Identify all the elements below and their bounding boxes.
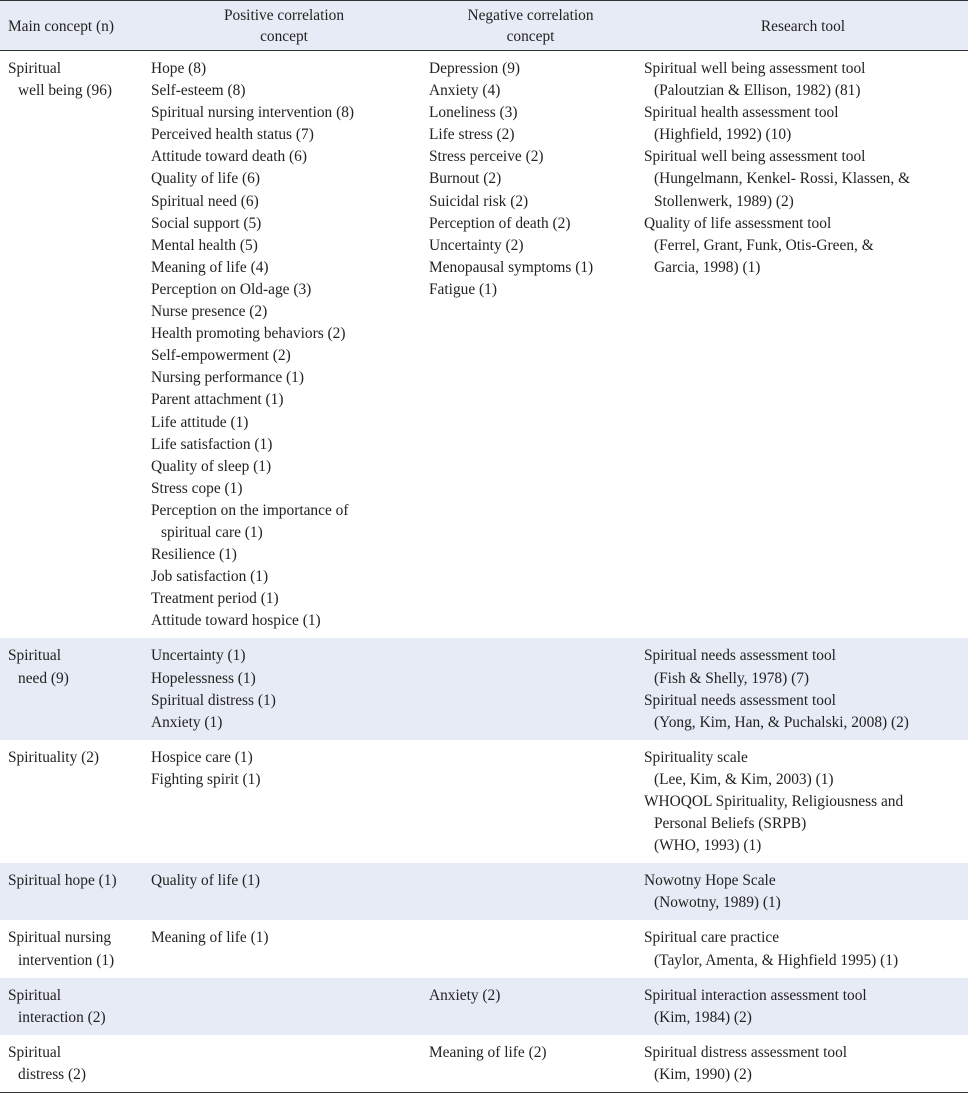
cell-line: Spiritual needs assessment tool — [644, 647, 836, 665]
cell-line: Stress cope (1) — [151, 479, 243, 497]
main-concept-cell — [0, 638, 145, 739]
cell-line: Health promoting behaviors (2) — [151, 325, 346, 343]
cell-line: Spiritual health assessment tool — [644, 104, 839, 122]
cell-line: Perceived health status (7) — [151, 126, 314, 144]
cell-line: Spiritual distress assessment tool — [644, 1043, 848, 1061]
main-concept-cell — [0, 740, 145, 863]
cell-line: Spirituality scale — [644, 748, 748, 766]
cell-line: Quality of sleep (1) — [151, 457, 272, 475]
cell-line: Perception of death (2) — [429, 214, 571, 232]
cell-line: Uncertainty (2) — [429, 236, 524, 254]
cell-line: Fatigue (1) — [429, 280, 497, 298]
negative-concept-cell — [423, 740, 638, 863]
cell-line: intervention (1) — [18, 951, 115, 969]
cell-line: Spiritual — [8, 1043, 62, 1061]
cell-line: Uncertainty (1) — [151, 647, 246, 665]
cell-line: (Taylor, Amenta, & Highfield 1995) (1) — [654, 951, 899, 969]
research-tool-cell — [638, 638, 968, 739]
cell-line: Mental health (5) — [151, 236, 258, 254]
table-row — [0, 638, 968, 739]
cell-line: Social support (5) — [151, 214, 262, 232]
cell-line: (Highfield, 1992) (10) — [654, 126, 792, 144]
cell-line: (Kim, 1990) (2) — [654, 1065, 752, 1083]
cell-line: Burnout (2) — [429, 170, 502, 188]
table-row — [0, 978, 968, 1035]
cell-line: Spiritual well being assessment tool — [644, 60, 866, 77]
cell-line: Spiritual well being assessment tool — [644, 148, 866, 166]
positive-concept-cell — [145, 920, 423, 977]
cell-line: Meaning of life (1) — [151, 929, 269, 947]
negative-concept-cell — [423, 51, 638, 639]
cell-line: Perception on the importance of — [151, 501, 349, 519]
table-row — [0, 51, 968, 639]
cell-line: (Lee, Kim, & Kim, 2003) (1) — [654, 770, 834, 788]
positive-concept-cell — [145, 978, 423, 1035]
cell-line: Fighting spirit (1) — [151, 770, 261, 788]
cell-line: Hope (8) — [151, 60, 207, 77]
positive-concept-cell — [145, 638, 423, 739]
cell-line: (Kim, 1984) (2) — [654, 1008, 752, 1026]
header-positive-correlation — [145, 1, 423, 51]
negative-concept-cell — [423, 863, 638, 920]
negative-concept-cell — [423, 978, 638, 1035]
cell-line: Attitude toward hospice (1) — [151, 612, 321, 630]
cell-line: Spiritual — [8, 647, 62, 665]
cell-line: Personal Beliefs (SRPB) — [654, 815, 807, 833]
cell-line: well being (96) — [18, 82, 113, 100]
table-row — [0, 863, 968, 920]
cell-line: Life attitude (1) — [151, 413, 249, 431]
cell-line: (Yong, Kim, Han, & Puchalski, 2008) (2) — [654, 713, 909, 731]
cell-line: Resilience (1) — [151, 546, 237, 564]
cell-line: (WHO, 1993) (1) — [654, 837, 762, 855]
cell-line: need (9) — [18, 669, 69, 687]
main-concept-cell — [0, 863, 145, 920]
cell-line: Loneliness (3) — [429, 104, 518, 122]
cell-line: Perception on Old-age (3) — [151, 280, 312, 298]
research-tool-cell — [638, 863, 968, 920]
cell-line: Spiritual distress (1) — [151, 691, 276, 709]
header-negative-correlation — [423, 1, 638, 51]
cell-line: Anxiety (4) — [429, 82, 501, 100]
cell-line: Quality of life (1) — [151, 872, 260, 890]
negative-concept-cell — [423, 1035, 638, 1093]
research-tool-cell — [638, 920, 968, 977]
cell-line: Life satisfaction (1) — [151, 435, 273, 453]
cell-line: Menopausal symptoms (1) — [429, 258, 594, 276]
main-concept-cell — [0, 1035, 145, 1093]
table-row — [0, 740, 968, 863]
cell-line: distress (2) — [18, 1065, 86, 1083]
cell-line: Anxiety (2) — [429, 986, 501, 1004]
cell-line: Spiritual care practice — [644, 929, 780, 947]
table-row — [0, 920, 968, 977]
cell-line: Life stress (2) — [429, 126, 515, 144]
table-row — [0, 1035, 968, 1093]
cell-line: Spiritual need (6) — [151, 192, 259, 210]
cell-line: Treatment period (1) — [151, 590, 279, 608]
header-line: concept — [506, 28, 555, 45]
cell-line: Nurse presence (2) — [151, 303, 268, 321]
cell-line: Spiritual — [8, 60, 62, 77]
cell-line: Nowotny Hope Scale — [644, 872, 776, 890]
cell-line: Depression (9) — [429, 60, 521, 77]
header-line: Negative correlation — [467, 7, 594, 24]
positive-concept-cell — [145, 863, 423, 920]
cell-line: WHOQOL Spirituality, Religiousness and — [644, 793, 904, 810]
research-tool-cell — [638, 978, 968, 1035]
header-line: Positive correlation — [223, 7, 345, 24]
positive-concept-cell — [145, 1035, 423, 1093]
cell-line: Spiritual interaction assessment tool — [644, 986, 867, 1004]
cell-line: Spiritual nursing — [8, 929, 112, 947]
cell-line: Meaning of life (4) — [151, 258, 269, 276]
positive-concept-cell — [145, 51, 423, 639]
cell-line: Spiritual hope (1) — [8, 872, 117, 890]
positive-concept-cell — [145, 740, 423, 863]
cell-line: Self-empowerment (2) — [151, 347, 291, 365]
cell-line: Anxiety (1) — [151, 713, 223, 731]
cell-line: Spiritual — [8, 986, 62, 1004]
header-research-tool: Research tool — [638, 1, 968, 51]
cell-line: (Fish & Shelly, 1978) (7) — [654, 669, 810, 687]
cell-line: (Ferrel, Grant, Funk, Otis-Green, & — [654, 236, 874, 254]
cell-line: spiritual care (1) — [161, 523, 263, 541]
header-row — [0, 1, 968, 51]
cell-line: Self-esteem (8) — [151, 82, 246, 100]
negative-concept-cell — [423, 638, 638, 739]
cell-line: Spiritual nursing intervention (8) — [151, 104, 355, 122]
cell-line: Attitude toward death (6) — [151, 148, 307, 166]
cell-line: Hospice care (1) — [151, 748, 253, 766]
cell-line: Hopelessness (1) — [151, 669, 256, 687]
negative-concept-cell — [423, 920, 638, 977]
cell-line: Quality of life assessment tool — [644, 214, 832, 232]
main-concept-cell — [0, 920, 145, 977]
cell-line: Garcia, 1998) (1) — [654, 258, 761, 276]
research-tool-cell — [638, 51, 968, 639]
main-concept-cell — [0, 978, 145, 1035]
cell-line: Job satisfaction (1) — [151, 568, 269, 586]
cell-line: Nursing performance (1) — [151, 369, 304, 387]
table-body — [0, 51, 968, 1093]
header-line: concept — [260, 28, 308, 45]
cell-line: Meaning of life (2) — [429, 1043, 547, 1061]
main-concept-cell — [0, 51, 145, 639]
research-tool-cell — [638, 1035, 968, 1093]
cell-line: Quality of life (6) — [151, 170, 260, 188]
cell-line: Stress perceive (2) — [429, 148, 544, 166]
cell-line: interaction (2) — [18, 1008, 106, 1026]
cell-line: (Paloutzian & Ellison, 1982) (81) — [654, 82, 861, 100]
cell-line: (Hungelmann, Kenkel- Rossi, Klassen, & — [654, 170, 911, 188]
cell-line: Spiritual needs assessment tool — [644, 691, 836, 709]
header-main-concept: Main concept (n) — [0, 1, 145, 51]
cell-line: Parent attachment (1) — [151, 391, 284, 409]
research-tool-cell — [638, 740, 968, 863]
cell-line: (Nowotny, 1989) (1) — [654, 894, 781, 912]
cell-line: Suicidal risk (2) — [429, 192, 529, 210]
cell-line: Spirituality (2) — [8, 748, 100, 766]
cell-line: Stollenwerk, 1989) (2) — [654, 192, 794, 210]
